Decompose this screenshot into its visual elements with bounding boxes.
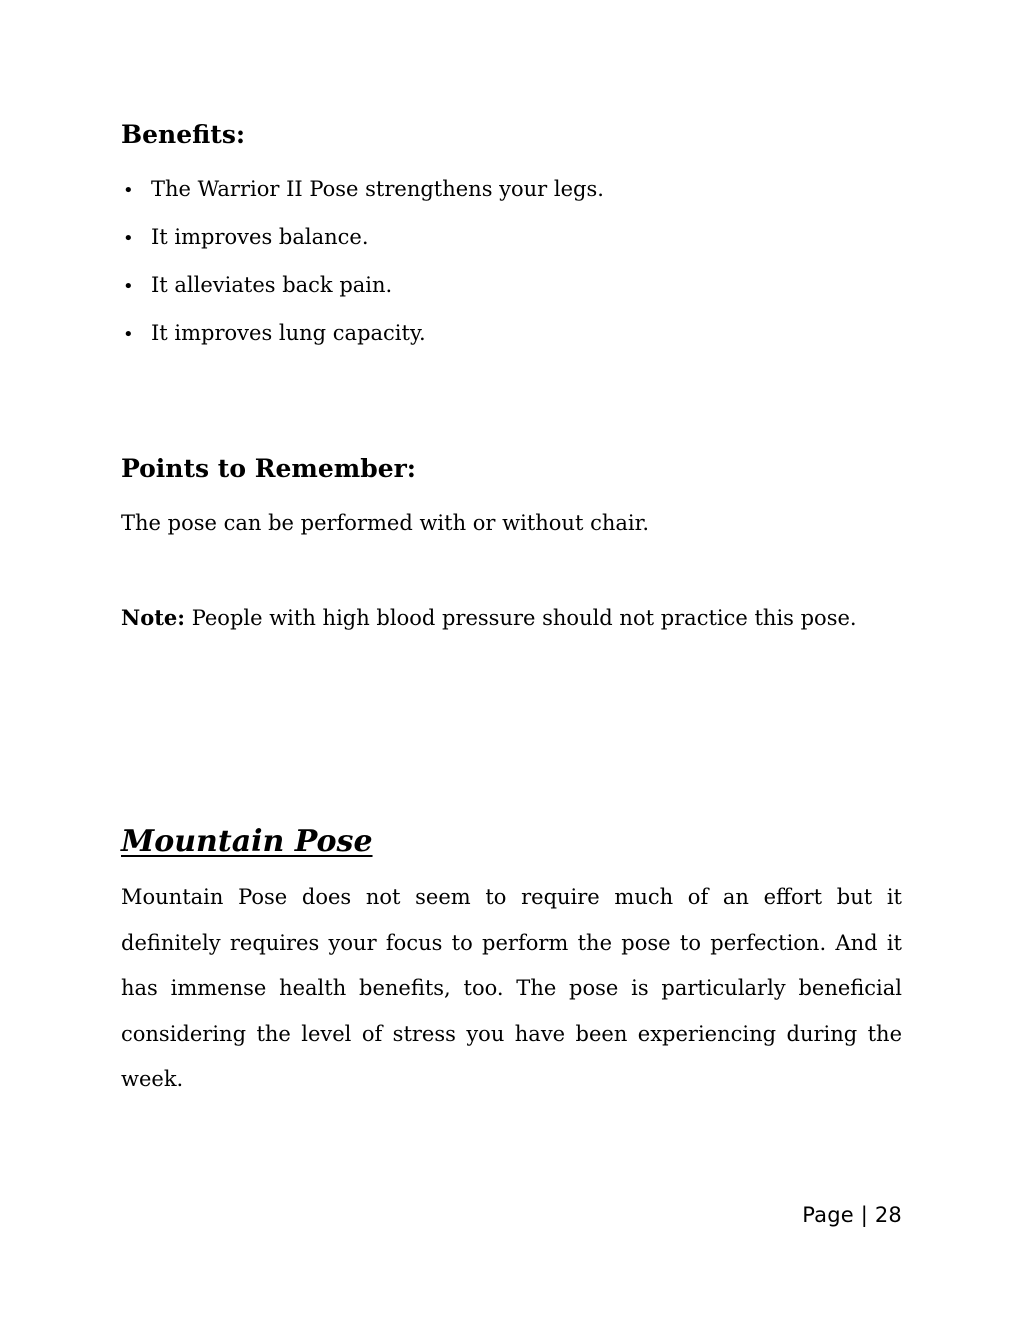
list-item-text: It improves lung capacity. <box>151 321 426 345</box>
benefits-heading: Benefits: <box>121 120 246 149</box>
note-paragraph <box>121 595 902 641</box>
list-item-text: The Warrior II Pose strengthens your legs. <box>151 177 604 201</box>
mountain-pose-text: Mountain Pose does not seem to require much of an effort but it definitely requires your focus to perform the pose to perfection. And it has immense health benefits, too. The pose is particularly beneficial considering the level of stress you have been experiencing during the week. <box>121 885 902 1091</box>
benefits-list <box>121 171 921 363</box>
list-item <box>121 267 921 315</box>
list-item <box>121 171 921 219</box>
bullet-icon: • <box>123 276 134 297</box>
list-item <box>121 315 921 363</box>
points-heading: Points to Remember: <box>121 454 417 483</box>
list-item-text: It improves balance. <box>151 225 369 249</box>
note-text: People with high blood pressure should not practice this pose. <box>185 606 857 630</box>
list-item <box>121 219 921 267</box>
page-number: Page | 28 <box>802 1203 902 1227</box>
list-item-text: It alleviates back pain. <box>151 273 393 297</box>
bullet-icon: • <box>123 324 134 345</box>
points-text: The pose can be performed with or without chair. <box>121 511 650 535</box>
bullet-icon: • <box>123 228 134 249</box>
mountain-pose-title: Mountain Pose <box>121 824 373 859</box>
bullet-icon: • <box>123 180 134 201</box>
note-label: Note: <box>121 605 186 630</box>
